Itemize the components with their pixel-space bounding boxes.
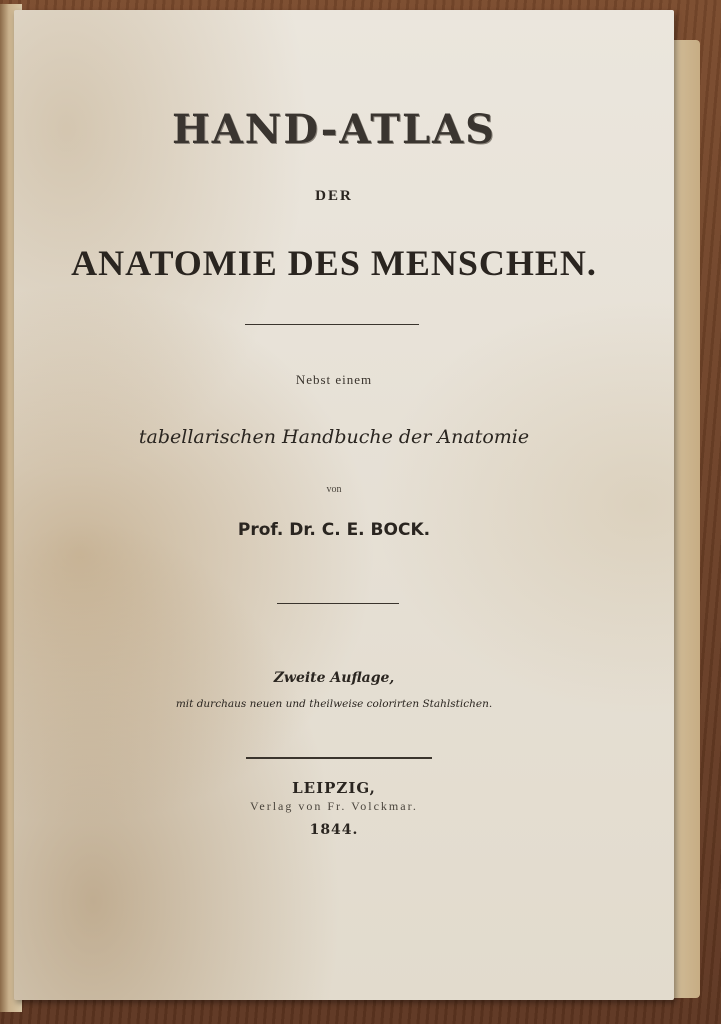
divider-rule-2 <box>277 603 399 604</box>
book-subtitle: ANATOMIE DES MENSCHEN. <box>71 243 597 283</box>
publication-city: LEIPZIG, <box>292 779 376 797</box>
edition-label: Zweite Auflage, <box>273 670 395 686</box>
divider-rule-1 <box>245 324 419 325</box>
title-page-content <box>14 10 674 1000</box>
companion-work-title: tabellarischen Handbuche der Anatomie <box>138 426 530 448</box>
title-connector: DER <box>315 188 353 204</box>
divider-rule-3 <box>246 757 432 759</box>
publisher-name: Verlag von Fr. Volckmar. <box>250 799 418 813</box>
book-title: HAND-ATLAS <box>171 106 497 153</box>
edition-note: mit durchaus neuen und theilweise colorirten Stahlstichen. <box>175 698 493 710</box>
title-page <box>14 10 674 1000</box>
preposition-text: Nebst einem <box>295 372 373 387</box>
by-text: von <box>326 484 342 495</box>
author-name: Prof. Dr. C. E. BOCK. <box>237 520 431 540</box>
publication-year: 1844. <box>309 822 359 838</box>
